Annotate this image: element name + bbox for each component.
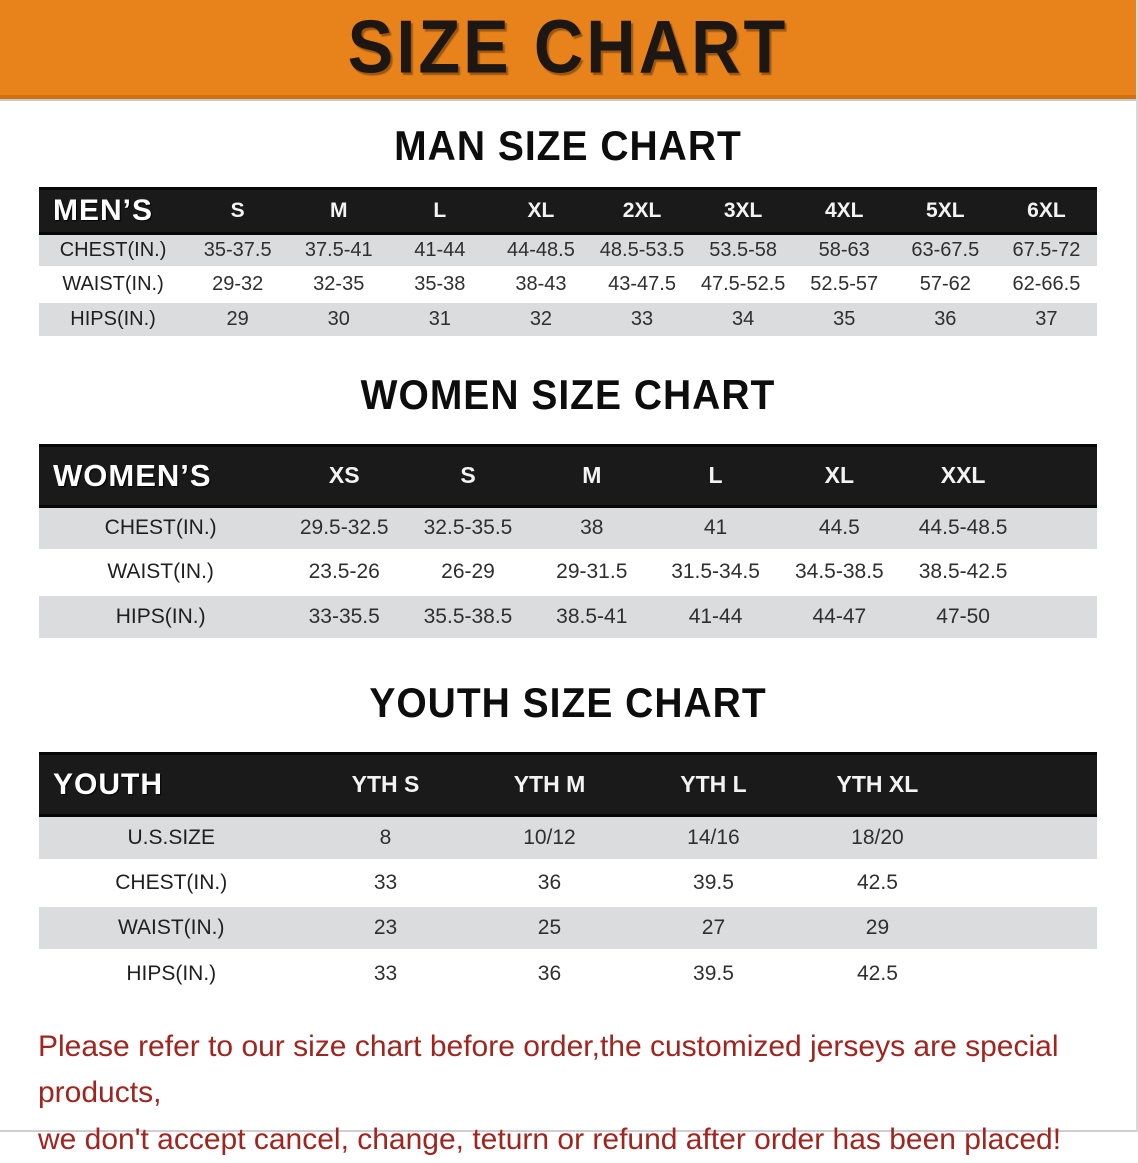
cell: 29-32 (187, 268, 288, 302)
column-header: 4XL (794, 189, 895, 234)
cell-filler (959, 906, 1097, 951)
header-row (39, 445, 1097, 506)
cell: 39.5 (631, 861, 795, 906)
cell: 62-66.5 (996, 268, 1097, 302)
size-table-women (39, 444, 1097, 639)
cell: 26-29 (406, 550, 530, 594)
table-corner-label: YOUTH (39, 754, 304, 816)
banner-title: SIZE CHART (348, 4, 789, 90)
column-header: XL (490, 189, 591, 234)
cell: 41-44 (389, 234, 490, 268)
section-title-men: MAN SIZE CHART (0, 123, 1136, 171)
header-row (39, 189, 1097, 234)
cell: 38.5-41 (530, 594, 654, 638)
table-row (39, 302, 1097, 336)
cell: 25 (467, 906, 631, 951)
table-row (39, 906, 1097, 951)
row-label: CHEST(IN.) (39, 861, 304, 906)
column-header: S (187, 189, 288, 234)
cell-filler (1025, 550, 1097, 594)
cell-filler (1025, 506, 1097, 550)
column-header: S (406, 445, 530, 506)
cell: 47-50 (901, 594, 1025, 638)
cell: 33 (591, 302, 692, 336)
column-header: XS (282, 445, 406, 506)
table-corner-label: MEN’S (39, 189, 187, 234)
cell: 42.5 (795, 951, 959, 996)
cell: 43-47.5 (591, 268, 692, 302)
cell: 35-38 (389, 268, 490, 302)
cell: 29.5-32.5 (282, 506, 406, 550)
cell: 30 (288, 302, 389, 336)
row-label: WAIST(IN.) (39, 550, 282, 594)
row-label: U.S.SIZE (39, 816, 304, 861)
cell: 35 (794, 302, 895, 336)
cell: 29 (187, 302, 288, 336)
table-row (39, 861, 1097, 906)
cell: 37 (996, 302, 1097, 336)
column-header: L (389, 189, 490, 234)
table-corner-label: WOMEN’S (39, 445, 282, 506)
cell: 33 (304, 951, 468, 996)
size-table-section-men (0, 125, 1136, 336)
column-header: M (288, 189, 389, 234)
footer-line-2: we don't accept cancel, change, teturn or refund after order has been placed! (38, 1117, 1098, 1163)
row-label: HIPS(IN.) (39, 594, 282, 638)
column-header: XXL (901, 445, 1025, 506)
table-row (39, 268, 1097, 302)
cell: 34 (693, 302, 794, 336)
column-header: YTH M (467, 754, 631, 816)
cell: 37.5-41 (288, 234, 389, 268)
banner (0, 0, 1136, 99)
row-label: WAIST(IN.) (39, 268, 187, 302)
cell: 32 (490, 302, 591, 336)
cell-filler (1025, 594, 1097, 638)
cell: 38 (530, 506, 654, 550)
cell: 23.5-26 (282, 550, 406, 594)
header-filler (959, 754, 1097, 816)
row-label: CHEST(IN.) (39, 234, 187, 268)
cell: 35.5-38.5 (406, 594, 530, 638)
cell: 14/16 (631, 816, 795, 861)
cell: 36 (895, 302, 996, 336)
section-title-youth: YOUTH SIZE CHART (0, 680, 1136, 728)
table-row (39, 234, 1097, 268)
cell: 63-67.5 (895, 234, 996, 268)
header-row (39, 754, 1097, 816)
table-row (39, 594, 1097, 638)
cell: 47.5-52.5 (693, 268, 794, 302)
cell: 10/12 (467, 816, 631, 861)
cell: 8 (304, 816, 468, 861)
table-row (39, 506, 1097, 550)
cell: 53.5-58 (693, 234, 794, 268)
table-row (39, 816, 1097, 861)
cell: 33-35.5 (282, 594, 406, 638)
cell: 29-31.5 (530, 550, 654, 594)
row-label: CHEST(IN.) (39, 506, 282, 550)
section-title-women: WOMEN SIZE CHART (0, 372, 1136, 420)
cell: 35-37.5 (187, 234, 288, 268)
cell: 41-44 (654, 594, 778, 638)
cell: 44.5 (777, 506, 901, 550)
cell: 57-62 (895, 268, 996, 302)
footer-note (38, 1024, 1098, 1163)
table-row (39, 550, 1097, 594)
cell: 38.5-42.5 (901, 550, 1025, 594)
row-label: HIPS(IN.) (39, 951, 304, 996)
cell: 44.5-48.5 (901, 506, 1025, 550)
column-header: 2XL (591, 189, 692, 234)
column-header: XL (777, 445, 901, 506)
cell: 31.5-34.5 (654, 550, 778, 594)
column-header: YTH XL (795, 754, 959, 816)
cell: 42.5 (795, 861, 959, 906)
size-table-youth (39, 752, 1097, 996)
column-header: YTH S (304, 754, 468, 816)
cell: 41 (654, 506, 778, 550)
tables-container (0, 125, 1136, 996)
column-header: L (654, 445, 778, 506)
row-label: WAIST(IN.) (39, 906, 304, 951)
column-header: M (530, 445, 654, 506)
header-filler (1025, 445, 1097, 506)
row-label: HIPS(IN.) (39, 302, 187, 336)
cell: 58-63 (794, 234, 895, 268)
size-table-men (39, 187, 1097, 336)
cell: 32-35 (288, 268, 389, 302)
cell: 34.5-38.5 (777, 550, 901, 594)
cell: 33 (304, 861, 468, 906)
column-header: 3XL (693, 189, 794, 234)
cell-filler (959, 816, 1097, 861)
cell-filler (959, 951, 1097, 996)
column-header: 6XL (996, 189, 1097, 234)
table-row (39, 951, 1097, 996)
column-header: YTH L (631, 754, 795, 816)
cell: 44-47 (777, 594, 901, 638)
column-header: 5XL (895, 189, 996, 234)
cell: 29 (795, 906, 959, 951)
cell: 27 (631, 906, 795, 951)
cell: 36 (467, 951, 631, 996)
cell: 48.5-53.5 (591, 234, 692, 268)
cell-filler (959, 861, 1097, 906)
cell: 32.5-35.5 (406, 506, 530, 550)
cell: 36 (467, 861, 631, 906)
cell: 18/20 (795, 816, 959, 861)
size-table-section-youth (0, 682, 1136, 996)
cell: 31 (389, 302, 490, 336)
cell: 39.5 (631, 951, 795, 996)
cell: 67.5-72 (996, 234, 1097, 268)
cell: 52.5-57 (794, 268, 895, 302)
cell: 23 (304, 906, 468, 951)
cell: 44-48.5 (490, 234, 591, 268)
size-table-section-women (0, 374, 1136, 639)
footer-line-1: Please refer to our size chart before order,the customized jerseys are special products, (38, 1024, 1098, 1117)
cell: 38-43 (490, 268, 591, 302)
